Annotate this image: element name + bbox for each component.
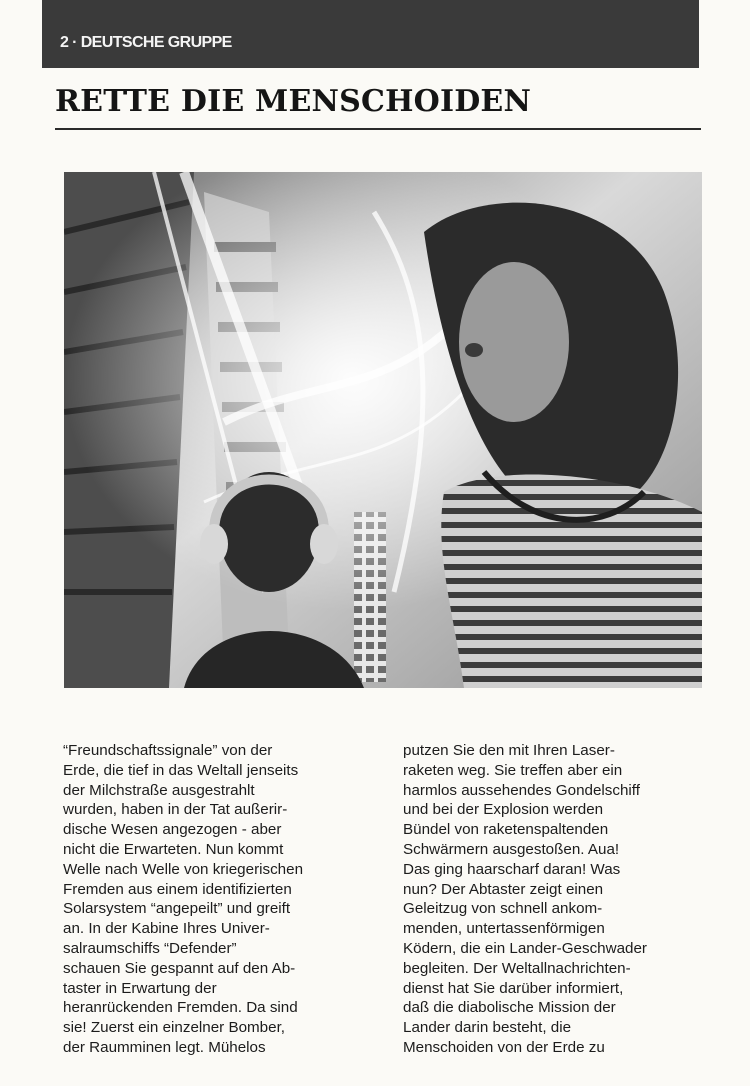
body-line: heranrückenden Fremden. Da sind xyxy=(63,999,298,1017)
body-line: wurden, haben in der Tat außerir- xyxy=(63,801,288,819)
body-line: Geleitzug von schnell ankom- xyxy=(403,900,603,918)
body-line: Welle nach Welle von kriegerischen xyxy=(63,860,304,878)
body-line: menden, untertassenförmigen xyxy=(403,920,605,938)
body-line: raketen weg. Sie treffen aber ein xyxy=(403,761,623,779)
body-line: Fremden aus einem identifizierten xyxy=(63,880,292,898)
body-line: Schwärmern ausgestoßen. Aua! xyxy=(403,840,620,858)
body-line: an. In der Kabine Ihres Univer- xyxy=(63,920,270,938)
page-title: RETTE DIE MENSCHOIDEN xyxy=(55,84,532,119)
body-line: Lander darin besteht, die xyxy=(403,1019,572,1037)
title-rule xyxy=(55,128,701,130)
body-line: “Freundschaftssignale” von der xyxy=(63,742,273,759)
body-line: taster in Erwartung der xyxy=(63,979,217,997)
body-line: nicht die Erwarteten. Nun kommt xyxy=(63,840,284,858)
body-line: harmlos aussehendes Gondelschiff xyxy=(403,781,640,799)
header-bar xyxy=(42,0,699,68)
body-line: der Milchstraße ausgestrahlt xyxy=(63,781,255,799)
body-line: sie! Zuerst ein einzelner Bomber, xyxy=(63,1019,286,1037)
body-line: dische Wesen angezogen - aber xyxy=(63,821,282,839)
body-line: begleiten. Der Weltallnachrichten- xyxy=(403,959,631,977)
body-line: dienst hat Sie darüber informiert, xyxy=(403,979,624,997)
body-line: Das ging haarscharf daran! Was xyxy=(403,860,621,878)
body-line: Erde, die tief in das Weltall jenseits xyxy=(63,761,299,779)
body-column-right xyxy=(403,741,703,1058)
body-line: putzen Sie den mit Ihren Laser- xyxy=(403,742,615,759)
body-line: Ködern, die ein Lander-Geschwader xyxy=(403,939,647,957)
photo-illustration xyxy=(64,172,702,688)
body-column-left xyxy=(63,741,393,1058)
photo xyxy=(64,172,702,688)
section-label: 2 · DEUTSCHE GRUPPE xyxy=(60,34,232,51)
body-line: salraumschiffs “Defender” xyxy=(63,939,237,957)
body-line: und bei der Explosion werden xyxy=(403,801,604,819)
body-line: Menschoiden von der Erde zu xyxy=(403,1038,605,1056)
body-line: Solarsystem “angepeilt” und greift xyxy=(63,900,291,918)
body-line: der Raumminen legt. Mühelos xyxy=(63,1038,266,1056)
body-line: daß die diabolische Mission der xyxy=(403,999,616,1017)
body-line: nun? Der Abtaster zeigt einen xyxy=(403,880,604,898)
body-line: schauen Sie gespannt auf den Ab- xyxy=(63,959,296,977)
body-line: Bündel von raketenspaltenden xyxy=(403,821,609,839)
